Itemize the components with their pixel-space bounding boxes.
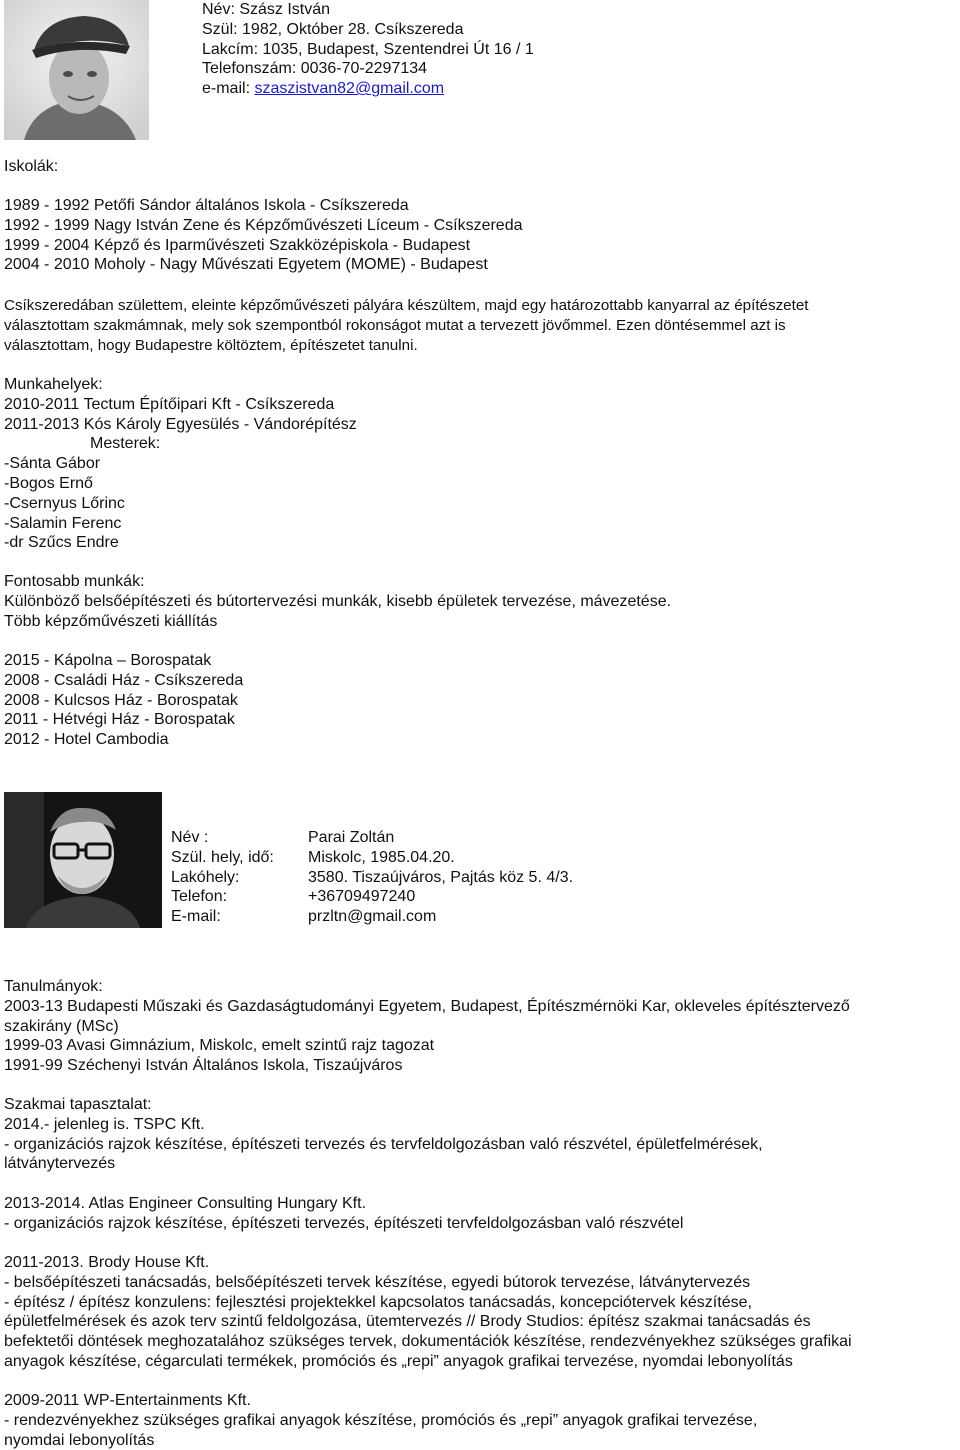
list-item: 2008 - Kulcsos Ház - Borospatak — [4, 691, 238, 709]
bio-line: Csíkszeredában születtem, eleinte képzőművészeti pályára készültem, majd egy határozottabb kanyarral az építészetet — [4, 297, 809, 314]
list-item: 2012 - Hotel Cambodia — [4, 731, 169, 749]
list-item: 2008 - Családi Ház - Csíkszereda — [4, 671, 244, 689]
works-section — [4, 572, 671, 631]
job-detail: anyagok készítése, cégarculati termékek, promóciós és „repi” anyagok grafikai tervezése, nyomdai lebonyolítás — [4, 1352, 793, 1370]
info-label: Lakóhely: — [171, 868, 240, 886]
list-item: Különböző belsőépítészeti és bútortervezési munkák, kisebb épületek tervezése, mávezetése. — [4, 592, 672, 610]
job-detail: - építész / építész konzulens: fejlesztési projektekkel kapcsolatos tanácsadás, koncepciótervek készítése, — [4, 1293, 752, 1311]
cv1-header — [202, 0, 534, 99]
info-label: Név : — [171, 829, 209, 846]
masters-title: Mesterek: — [90, 435, 161, 453]
schools-list — [4, 196, 522, 275]
experience-brody — [4, 1253, 852, 1372]
name-line: Név: Szász István — [202, 1, 331, 18]
email-line — [202, 79, 534, 99]
list-item: szakirány (MSc) — [4, 1017, 119, 1035]
info-row-phone — [171, 887, 573, 907]
info-value: +36709497240 — [308, 888, 416, 906]
list-item: 2015 - Kápolna – Borospatak — [4, 652, 212, 669]
email-label: e-mail: — [202, 80, 255, 98]
info-row-birth — [171, 848, 573, 868]
address-line: Lakcím: 1035, Budapest, Szentendrei Út 16 / 1 — [202, 40, 534, 58]
job-detail: látványtervezés — [4, 1155, 116, 1173]
birth-line: Szül: 1982, Október 28. Csíkszereda — [202, 20, 464, 38]
info-value: przltn@gmail.com — [308, 908, 437, 926]
email-link[interactable]: szaszistvan82@gmail.com — [254, 80, 445, 98]
job-title: 2011-2013. Brody House Kft. — [4, 1254, 210, 1271]
studies-title: Tanulmányok: — [4, 978, 103, 995]
info-value: Parai Zoltán — [308, 829, 395, 846]
info-value: 3580. Tiszaújváros, Pajtás köz 5. 4/3. — [308, 868, 574, 886]
profile-photo-parai — [4, 792, 162, 928]
list-item: 1999-03 Avasi Gimnázium, Miskolc, emelt szintű rajz tagozat — [4, 1037, 435, 1055]
experience-title: Szakmai tapasztalat: — [4, 1096, 152, 1113]
job-detail: - rendezvényekhez szükséges grafikai anyagok készítése, promóciós és „repi” anyagok grafikai tervezése, — [4, 1411, 758, 1429]
studies-section — [4, 977, 850, 1076]
projects-list — [4, 651, 243, 750]
list-item: -Bogos Ernő — [4, 474, 93, 492]
info-label: E-mail: — [171, 908, 221, 926]
experience-section — [4, 1095, 763, 1174]
bio-line: választottam, hogy Budapestre költöztem, építészetet tanulni. — [4, 336, 418, 354]
job-title: 2014.- jelenleg is. TSPC Kft. — [4, 1115, 205, 1133]
info-row-name — [171, 828, 573, 848]
list-item: 2010-2011 Tectum Építőipari Kft - Csíkszereda — [4, 395, 335, 413]
list-item: 1991-99 Széchenyi István Általános Iskola, Tiszaújváros — [4, 1057, 403, 1075]
bio-paragraph — [4, 296, 809, 355]
works-title: Fontosabb munkák: — [4, 573, 145, 590]
experience-atlas — [4, 1194, 683, 1234]
job-detail: épületfelmérések és azok terv szintű feldolgozása, ütemtervezés // Brody Studios: építész szakmai tanácsadás és — [4, 1313, 811, 1331]
portrait-image — [4, 0, 149, 140]
info-row-email — [171, 907, 573, 927]
info-value: Miskolc, 1985.04.20. — [308, 848, 455, 866]
job-detail: - belsőépítészeti tanácsadás, belsőépítészeti tervek készítése, egyedi bútorok tervezése, látványtervezés — [4, 1273, 751, 1291]
experience-wp — [4, 1391, 757, 1450]
info-label: Telefon: — [171, 888, 228, 906]
list-item: 1999 - 2004 Képző és Iparművészeti Szakközépiskola - Budapest — [4, 236, 471, 254]
bio-line: választottam szakmámnak, mely sok szempontból rokonságot mutat a tervezett jövőmmel. Ezen döntésemmel azt is — [4, 316, 786, 334]
job-title: 2009-2011 WP-Entertainments Kft. — [4, 1392, 251, 1409]
job-detail: nyomdai lebonyolítás — [4, 1431, 155, 1449]
list-item: 2011-2013 Kós Károly Egyesülés - Vándorépítész — [4, 415, 357, 433]
phone-line: Telefonszám: 0036-70-2297134 — [202, 60, 428, 78]
list-item: -Salamin Ferenc — [4, 514, 122, 532]
list-item: -Sánta Gábor — [4, 455, 101, 473]
profile-photo-szasz — [4, 0, 149, 140]
portrait-image — [4, 792, 162, 928]
list-item: -dr Szűcs Endre — [4, 534, 119, 552]
cv2-info — [171, 828, 573, 927]
list-item: 2004 - 2010 Moholy - Nagy Művészati Egyetem (MOME) - Budapest — [4, 256, 488, 274]
list-item: 1992 - 1999 Nagy István Zene és Képzőművészeti Líceum - Csíkszereda — [4, 216, 523, 234]
workplaces-section — [4, 375, 357, 553]
job-detail: befektetői döntések meghozatalához szükséges tervek, dokumentációk készítése, rendezvényekhez szükséges grafikai — [4, 1333, 852, 1351]
info-row-residence — [171, 868, 573, 888]
job-detail: - organizációs rajzok készítése, építészeti tervezés és tervfeldolgozásban való részvétel, épületfelmérések, — [4, 1135, 763, 1153]
list-item: -Csernyus Lőrinc — [4, 494, 125, 512]
job-title: 2013-2014. Atlas Engineer Consulting Hungary Kft. — [4, 1195, 367, 1212]
list-item: 1989 - 1992 Petőfi Sándor általános Iskola - Csíkszereda — [4, 197, 409, 214]
info-label: Szül. hely, idő: — [171, 848, 274, 866]
list-item: Több képzőművészeti kiállítás — [4, 612, 218, 630]
list-item: 2011 - Hétvégi Ház - Borospatak — [4, 711, 235, 729]
schools-title: Iskolák: — [4, 158, 59, 175]
list-item: 2003-13 Budapesti Műszaki és Gazdaságtudományi Egyetem, Budapest, Építészmérnöki Kar, okleveles építésztervező — [4, 997, 850, 1015]
job-detail: - organizációs rajzok készítése, építészeti tervezés, építészeti tervfeldolgozásban való részvétel — [4, 1214, 684, 1232]
workplaces-title: Munkahelyek: — [4, 376, 103, 393]
